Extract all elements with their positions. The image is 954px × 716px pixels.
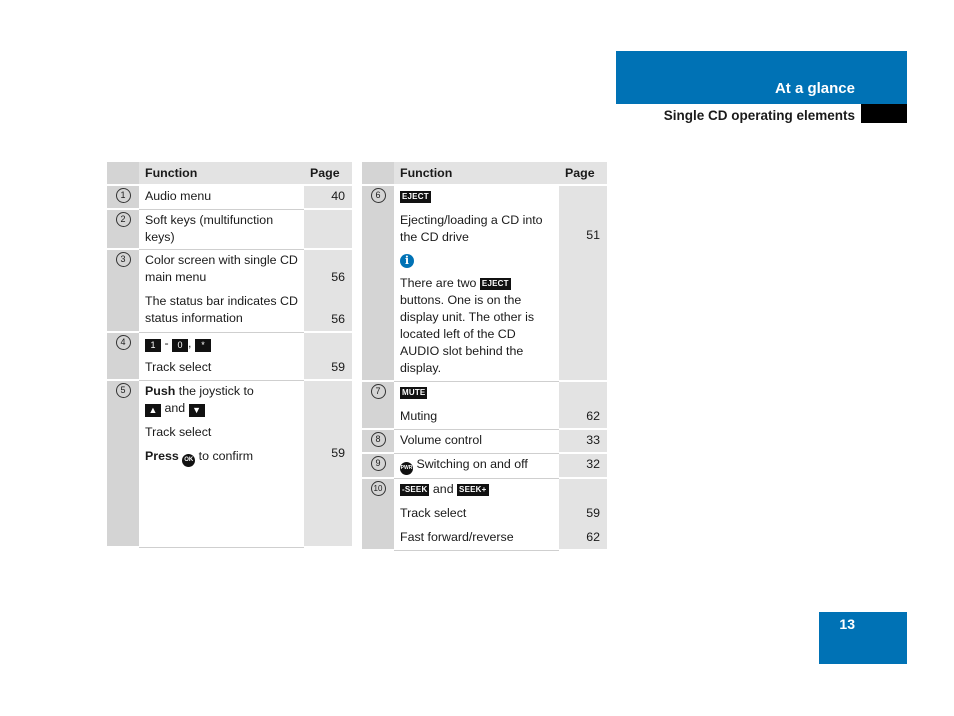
item-number: 7 — [371, 384, 386, 399]
item-number: 2 — [116, 212, 131, 227]
note-text: buttons. One is on the display unit. The other is located left of the CD AUDIO slot behind the display. — [400, 293, 535, 375]
function-header: Function — [394, 162, 559, 186]
key-1-icon: 1 — [145, 339, 161, 352]
page-ref: 56 — [331, 312, 345, 326]
page-ref: 59 — [331, 446, 345, 460]
page-ref: 40 — [331, 189, 345, 203]
item-number: 9 — [371, 456, 386, 471]
press-label: Press — [145, 449, 179, 463]
arrow-up-icon: ▲ — [145, 404, 161, 417]
table-row — [107, 186, 352, 210]
section-title: At a glance — [774, 80, 855, 97]
table-row — [107, 381, 352, 548]
right-function-table — [362, 162, 607, 551]
function-text: Audio menu — [145, 189, 212, 203]
page-number: 13 — [839, 616, 855, 632]
table-header-row — [107, 162, 352, 186]
page-ref: 33 — [586, 433, 600, 447]
page-ref: 56 — [331, 270, 345, 284]
num-header — [362, 162, 394, 186]
section-header-box — [616, 51, 907, 104]
page-ref: 51 — [586, 228, 600, 242]
info-icon: i — [400, 254, 414, 268]
page-subtitle: Single CD operating elements — [663, 108, 855, 123]
function-text: Muting — [400, 409, 438, 423]
table-row — [107, 210, 352, 250]
push-text: the joystick to — [178, 384, 254, 398]
table-row — [362, 186, 607, 382]
push-label: Push — [145, 384, 176, 398]
left-function-table — [107, 162, 352, 548]
function-text: Fast forward/reverse — [400, 530, 514, 544]
and-text: and — [432, 482, 454, 496]
seek-plus-key-icon: SEEK+ — [459, 485, 487, 494]
page-number-box — [819, 612, 907, 664]
function-text: Volume control — [400, 433, 482, 447]
function-header: Function — [139, 162, 304, 186]
page-header: Page — [304, 162, 352, 186]
item-number: 6 — [371, 188, 386, 203]
function-text: Ejecting/loading a CD into the CD drive — [400, 213, 543, 244]
item-number: 8 — [371, 432, 386, 447]
eject-key-icon: EJECT — [402, 192, 429, 201]
table-row — [362, 382, 607, 430]
power-button-icon: PWR — [400, 462, 413, 475]
table-row — [107, 250, 352, 333]
table-row — [362, 479, 607, 551]
subtitle-marker — [861, 104, 907, 123]
num-header — [107, 162, 139, 186]
page-header: Page — [559, 162, 607, 186]
function-text: Track select — [145, 360, 212, 374]
seek-minus-key-icon: -SEEK — [402, 485, 428, 494]
item-number: 5 — [116, 383, 131, 398]
table-row — [362, 430, 607, 454]
key-star-icon: * — [195, 339, 211, 352]
ok-button-icon: OK — [182, 454, 195, 467]
and-text: and — [164, 401, 186, 415]
page-ref: 62 — [586, 530, 600, 544]
item-number: 4 — [116, 335, 131, 350]
item-number: 3 — [116, 252, 131, 267]
page-ref: 59 — [586, 506, 600, 520]
page-ref: 32 — [586, 457, 600, 471]
table-header-row — [362, 162, 607, 186]
key-0-icon: 0 — [172, 339, 188, 352]
eject-key-icon: EJECT — [481, 279, 509, 288]
function-text: Switching on and off — [416, 457, 528, 471]
function-text: The status bar indicates CD status information — [145, 294, 298, 325]
page-ref: 62 — [586, 409, 600, 423]
list-comma: , — [188, 336, 192, 350]
function-text: Track select — [145, 425, 212, 439]
page-ref: 59 — [331, 360, 345, 374]
note-text: There are two — [400, 276, 477, 290]
page-ref — [304, 210, 345, 215]
function-text: Track select — [400, 506, 467, 520]
press-text: to confirm — [198, 449, 254, 463]
function-text: Soft keys (multifunction keys) — [145, 213, 274, 244]
arrow-down-icon: ▼ — [189, 404, 205, 417]
item-number: 10 — [371, 481, 386, 496]
function-text: Color screen with single CD main menu — [145, 253, 298, 284]
item-number: 1 — [116, 188, 131, 203]
mute-key-icon: MUTE — [402, 388, 426, 397]
table-row — [107, 333, 352, 381]
range-dash: - — [164, 336, 169, 350]
table-row — [362, 454, 607, 479]
